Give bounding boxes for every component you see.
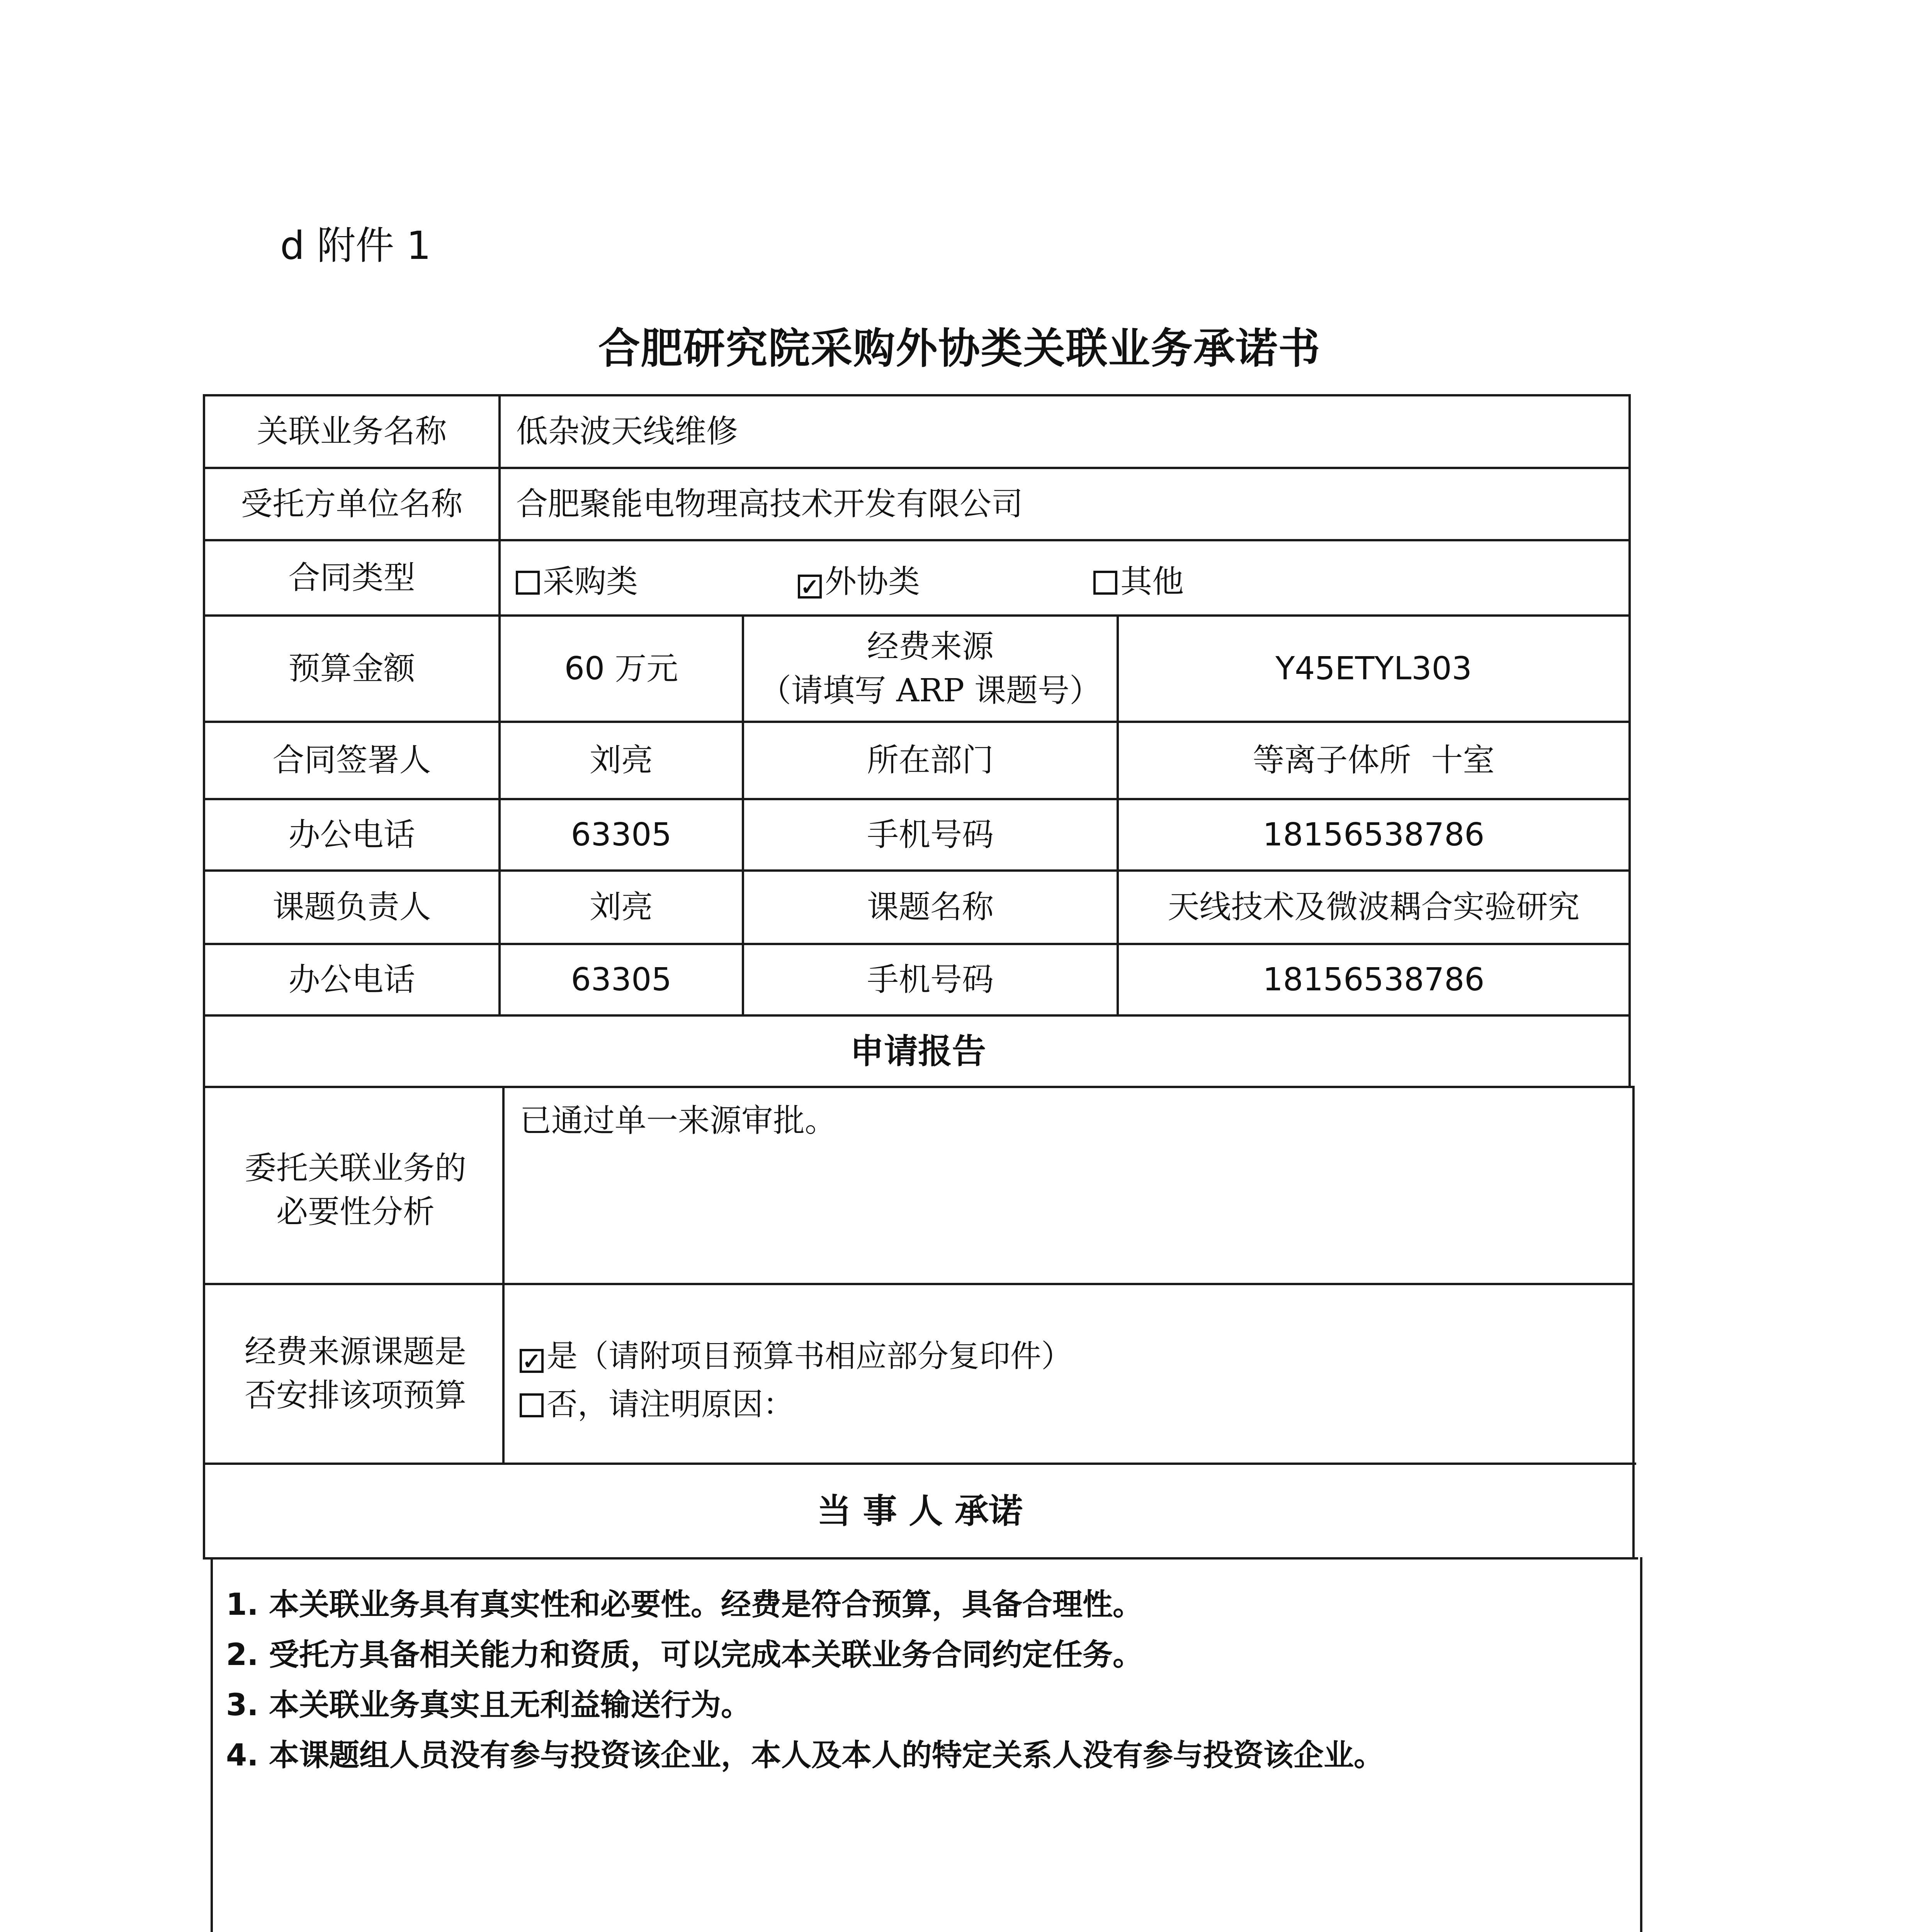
- budget-check-label: 经费来源课题是否安排该项预算: [244, 1333, 466, 1414]
- pledge-item-2: 2. 受托方具备相关能力和资质，可以完成本关联业务合同约定任务。: [226, 1638, 1143, 1672]
- contract-type-option-outsourcing[interactable]: ✓ 外协类: [798, 556, 920, 602]
- fund-source-label: 经费来源 （请填写 ARP 课题号）: [759, 628, 1101, 709]
- checkbox-other[interactable]: [1093, 571, 1117, 595]
- entrusted-party-label: 受托方单位名称: [241, 485, 463, 522]
- pledge-item-3: 3. 本关联业务真实且无利益输送行为。: [226, 1688, 751, 1723]
- budget-value: 60 万元: [564, 650, 678, 687]
- project-name-label: 课题名称: [867, 889, 994, 926]
- checkbox-outsourcing[interactable]: ✓: [798, 575, 822, 599]
- attachment-label: d 附件 1: [280, 223, 431, 268]
- mobile-label-2: 手机号码: [867, 961, 994, 998]
- checkbox-budget-yes[interactable]: ✓: [520, 1349, 544, 1373]
- report-header: 申请报告: [850, 1031, 986, 1071]
- necessity-label: 委托关联业务的必要性分析: [244, 1150, 466, 1230]
- contract-type-option-purchase[interactable]: 采购类: [516, 556, 638, 602]
- business-name-label: 关联业务名称: [257, 413, 447, 450]
- pledge-item-1: 1. 本关联业务具有真实性和必要性。经费是符合预算，具备合理性。: [226, 1587, 1143, 1622]
- project-leader-label: 课题负责人: [272, 889, 431, 926]
- pledge-item-4: 4. 本课题组人员没有参与投资该企业，本人及本人的特定关系人没有参与投资该企业。: [226, 1738, 1384, 1773]
- checkbox-budget-no[interactable]: [520, 1393, 544, 1417]
- mobile-label-1: 手机号码: [867, 816, 994, 853]
- budget-label: 预算金额: [288, 650, 415, 687]
- contract-signer-value: 刘亮: [589, 742, 653, 779]
- necessity-value: 已通过单一来源审批。: [520, 1102, 837, 1139]
- contract-signer-label: 合同签署人: [272, 742, 431, 779]
- pledge-header: 当 事 人 承诺: [817, 1491, 1023, 1531]
- office-phone-value-2: 63305: [571, 961, 672, 998]
- mobile-value-1: 18156538786: [1263, 816, 1485, 853]
- business-name-value: 低杂波天线维修: [516, 413, 738, 450]
- office-phone-value-1: 63305: [571, 816, 672, 853]
- budget-yes-option[interactable]: ✓ 是（请附项目预算书相应部分复印件）: [520, 1331, 1072, 1376]
- checkbox-purchase[interactable]: [516, 571, 540, 595]
- department-label: 所在部门: [867, 742, 994, 779]
- budget-no-option[interactable]: 否，请注明原因：: [520, 1379, 794, 1424]
- contract-type-option-other[interactable]: 其他: [1093, 556, 1184, 602]
- document-title: 合肥研究院采购外协类关联业务承诺书: [598, 325, 1321, 373]
- contract-type-label: 合同类型: [288, 559, 415, 596]
- project-name-value: 天线技术及微波耦合实验研究: [1168, 889, 1580, 926]
- fund-source-value: Y45ETYL303: [1275, 650, 1472, 687]
- office-phone-label-2: 办公电话: [288, 961, 415, 998]
- project-leader-value: 刘亮: [589, 889, 653, 926]
- department-value: 等离子体所 十室: [1253, 742, 1495, 779]
- mobile-value-2: 18156538786: [1263, 961, 1485, 998]
- office-phone-label-1: 办公电话: [288, 816, 415, 853]
- entrusted-party-value: 合肥聚能电物理高技术开发有限公司: [516, 485, 1023, 522]
